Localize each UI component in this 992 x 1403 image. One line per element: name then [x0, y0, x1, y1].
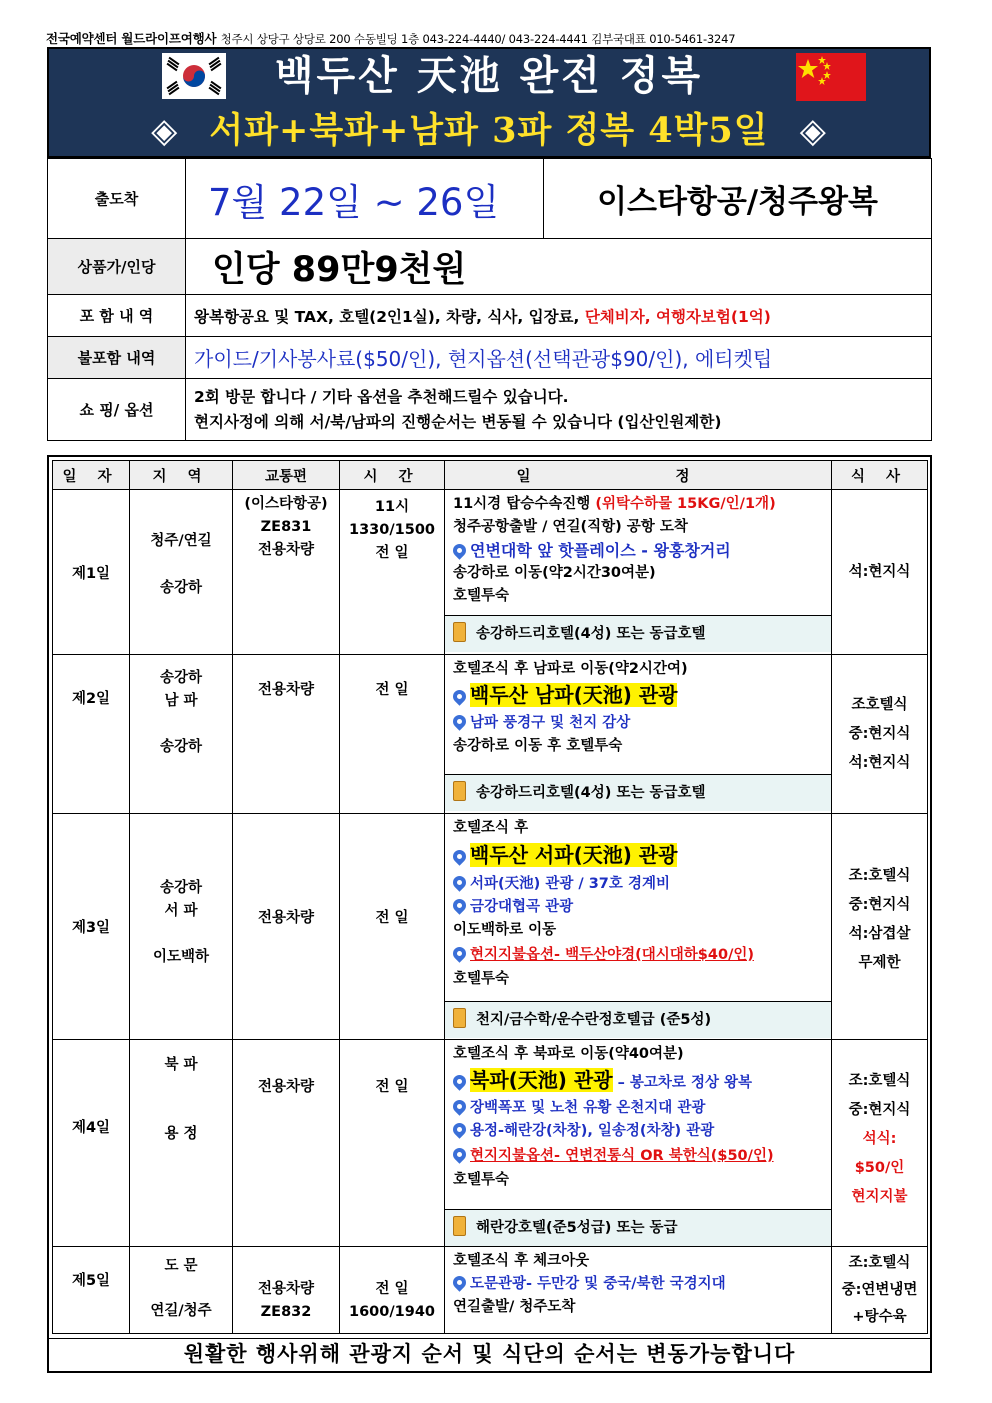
transport: [233, 1247, 340, 1334]
time-line: 전 일: [375, 682, 409, 698]
plan-line: [453, 1097, 823, 1120]
plan-line: 청주공항출발 / 연길(직항) 공항 도착: [453, 519, 688, 535]
shopping-label: 쇼 핑/ 옵션: [48, 379, 186, 441]
region-line: 청주/연길: [150, 533, 212, 549]
hotel-text: 송강하드리호텔(4성) 또는 동급호텔: [476, 785, 706, 801]
time-line: 1600/1940: [348, 1304, 435, 1320]
plan-text: 남파 풍경구 및 천지 감상: [470, 715, 631, 731]
region-line: 도 문: [164, 1258, 198, 1274]
location-pin-icon: [450, 873, 468, 891]
location-pin-icon: [450, 1097, 468, 1115]
meals: [832, 814, 928, 1040]
location-pin-icon: [450, 1120, 468, 1138]
diamond-right-icon: ◈: [799, 111, 827, 151]
dates-label: 출도착: [48, 159, 186, 239]
day-label: 제5일: [53, 1247, 130, 1334]
location-pin-icon: [450, 687, 468, 705]
region: [130, 490, 233, 655]
shopping-value: [186, 379, 932, 441]
hotel-line: [445, 774, 831, 811]
region-line: 연길/청주: [150, 1303, 212, 1319]
time-line: 전 일: [375, 1079, 409, 1095]
plan-line: [453, 712, 823, 735]
plan-highlight-text: 백두산 남파(天池) 관광: [470, 683, 678, 707]
plan-line: [453, 942, 823, 968]
meal-line: 석:현지식: [848, 563, 911, 580]
transport-line: 전용차량: [257, 1281, 315, 1297]
dates-value: [186, 159, 544, 239]
location-pin-icon: [450, 1273, 468, 1291]
china-flag-icon: [796, 53, 866, 101]
included-value: [186, 295, 932, 337]
time-line: 1330/1500: [348, 522, 435, 538]
location-pin-icon: [450, 1072, 468, 1090]
meal-line: 석:삼겹살: [848, 925, 911, 942]
plan-line: [453, 681, 823, 712]
plan-line: [453, 493, 823, 516]
location-pin-icon: [450, 944, 468, 962]
meals: [832, 1040, 928, 1247]
schedule-footer-note: 원활한 행사위해 관광지 순서 및 식단의 순서는 변동가능합니다: [49, 1338, 930, 1370]
day-label: 제2일: [53, 655, 130, 814]
plan-option-text: 현지지불옵션- 백두산야경(대시대하$40/인): [470, 947, 754, 963]
transport-line: ZE832: [260, 1304, 312, 1320]
agency-contact-line: [46, 29, 946, 49]
time-line: 11시: [374, 499, 410, 515]
plan-text: 서파(天池) 관광 / 37호 경계비: [470, 876, 670, 892]
plan-line: [453, 539, 823, 562]
transport: 전용차량: [233, 814, 340, 1040]
region-line: 송강하: [159, 739, 203, 755]
region-line: 이도백하: [152, 949, 210, 965]
page-subtitle: [49, 107, 929, 157]
agency-contact: 청주시 상당구 상당로 200 수동빌딩 1층 043-224-4440/ 043-224-4441 김부국대표 010-5461-3247: [220, 32, 736, 46]
region-line: 서 파: [164, 903, 198, 919]
meal-line: 조:호텔식: [848, 867, 911, 884]
plan-line: 호텔조식 후 체크아웃: [453, 1253, 590, 1269]
transport: [233, 1040, 340, 1247]
hotel-icon: [453, 1216, 466, 1236]
location-pin-icon: [450, 896, 468, 914]
col-header-transport: 교통편: [233, 461, 340, 490]
meal-line: 조:호텔식: [848, 1255, 911, 1271]
plan-line: 호텔조식 후: [453, 820, 529, 836]
hotel-icon: [453, 781, 466, 801]
hotel-text: 해란강호텔(준5성급) 또는 동급: [476, 1220, 678, 1236]
time: [340, 490, 445, 655]
transport-line: ZE831: [260, 519, 312, 535]
included-red-text: 단체비자, 여행자보험(1억): [584, 307, 771, 326]
shopping-line-2: 현지사정에 의해 서/북/남파의 진행순서는 변동될 수 있습니다 (입산인원제한): [194, 412, 722, 431]
price-value: 인당 89만9천원: [186, 239, 932, 295]
plan-line: [453, 896, 823, 919]
plan-line: 송강하로 이동 후 호텔투숙: [453, 738, 623, 754]
time-line: 전 일: [375, 545, 409, 561]
transport: [233, 490, 340, 655]
meal-line: 석식:: [862, 1130, 897, 1147]
col-header-plan: 일 정: [445, 461, 832, 490]
plan-text: 연변대학 앞 핫플레이스 - 왕홍창거리: [470, 541, 731, 560]
excluded-label: 불포함 내역: [48, 337, 186, 379]
schedule-table: [52, 460, 928, 1334]
time: [340, 655, 445, 814]
plan-line: 호텔투숙: [453, 588, 510, 604]
meals: [832, 490, 928, 655]
plan-line: [453, 1143, 823, 1169]
transport-line: 전용차량: [257, 1079, 315, 1095]
region: [130, 655, 233, 814]
hotel-text: 천지/금수학/운수란정호텔급 (준5성): [476, 1012, 712, 1028]
plan-line: 연길출발/ 청주도착: [453, 1299, 576, 1315]
hotel-icon: [453, 622, 466, 642]
transport-line: 전용차량: [257, 682, 315, 698]
plan-text: 도문관광- 두만강 및 중국/북한 국경지대: [470, 1276, 726, 1292]
region-line: 남 파: [164, 693, 198, 709]
meal-line: 중:현지식: [848, 725, 911, 742]
location-pin-icon: [450, 541, 468, 559]
location-pin-icon: [450, 847, 468, 865]
transport-line: 전용차량: [257, 542, 315, 558]
diamond-left-icon: ◈: [151, 111, 179, 151]
plan-line: [453, 1273, 823, 1296]
plan-line: [453, 840, 823, 873]
day-label: 제4일: [53, 1040, 130, 1247]
schedule-box: [47, 455, 932, 1373]
plan-line: 호텔조식 후 북파로 이동(약40여분): [453, 1046, 684, 1062]
plan-text: 금강대협곡 관광: [470, 899, 574, 915]
plan-highlight-text: 북파(天池) 관광: [470, 1068, 613, 1092]
hotel-text: 송강하드리호텔(4성) 또는 동급호텔: [476, 626, 706, 642]
meals: [832, 655, 928, 814]
plan: [445, 1247, 832, 1334]
location-pin-icon: [450, 712, 468, 730]
col-header-region: 지 역: [130, 461, 233, 490]
col-header-day: 일 자: [53, 461, 130, 490]
time: 전 일: [340, 814, 445, 1040]
plan-line: [453, 1120, 823, 1143]
col-header-time: 시 간: [340, 461, 445, 490]
meal-line: 현지지불: [851, 1188, 908, 1205]
price-label: 상품가/인당: [48, 239, 186, 295]
transport: [233, 655, 340, 814]
day-row: [53, 814, 928, 1040]
meal-line: 중:현지식: [848, 1101, 911, 1118]
plan-text: 용정-해란강(차창), 일송정(차창) 관광: [470, 1123, 715, 1139]
plan: [445, 655, 832, 814]
title-banner: [47, 47, 931, 158]
plan-line: 호텔조식 후 남파로 이동(약2시간여): [453, 661, 688, 677]
excluded-value: 가이드/기사봉사료($50/인), 현지옵션(선택관광$90/인), 에티켓팁: [186, 337, 932, 379]
meal-line: +탕수육: [852, 1309, 907, 1325]
meal-line: 석:현지식: [848, 754, 911, 771]
hotel-line: [445, 1209, 831, 1246]
region-line: 송강하: [159, 670, 203, 686]
plan-line: 이도백하로 이동: [453, 922, 557, 938]
meal-line: 중:현지식: [848, 896, 911, 913]
region: [130, 814, 233, 1040]
meals: [832, 1247, 928, 1334]
region-line: 북 파: [164, 1057, 198, 1073]
region-line: 송강하: [159, 580, 203, 596]
plan-line: [453, 1066, 823, 1097]
page-title: 백두산 天池 완전 정복: [274, 53, 704, 99]
included-text: 왕복항공요 및 TAX, 호텔(2인1실), 차량, 식사, 입장료,: [194, 307, 585, 326]
day-label: 제1일: [53, 490, 130, 655]
day-row: [53, 1247, 928, 1334]
time: [340, 1247, 445, 1334]
plan: [445, 814, 832, 1040]
plan-text: 장백폭포 및 노천 유황 온천지대 관광: [470, 1100, 706, 1116]
region: [130, 1247, 233, 1334]
meal-line: 무제한: [858, 954, 901, 971]
dates-text: 7월 22일 ~ 26일: [208, 180, 500, 224]
plan: [445, 1040, 832, 1247]
hotel-line: [445, 615, 831, 652]
plan-line: [453, 873, 823, 896]
hotel-icon: [453, 1008, 466, 1028]
meal-line: 조호텔식: [851, 696, 908, 713]
plan-line: 호텔투숙: [453, 1172, 510, 1188]
region-line: 송강하: [159, 880, 203, 896]
included-label: 포 함 내 역: [48, 295, 186, 337]
hotel-line: [445, 1001, 831, 1038]
region: [130, 1040, 233, 1247]
time: [340, 1040, 445, 1247]
meal-line: $50/인: [854, 1159, 905, 1176]
agency-name: 전국예약센터 월드라이프여행사: [46, 31, 217, 46]
transport-line: (이스타항공): [244, 496, 328, 512]
day-row: [53, 490, 928, 655]
meal-line: 중:연변냉면: [841, 1282, 918, 1298]
plan-text: – 봉고차로 정상 왕복: [612, 1075, 753, 1091]
region-line: 용 정: [164, 1126, 198, 1142]
airline-value: 이스타항공/청주왕복: [544, 159, 932, 239]
col-header-meals: 식 사: [832, 461, 928, 490]
time-line: 전 일: [375, 1281, 409, 1297]
shopping-line-1: 2회 방문 합니다 / 기타 옵션을 추천해드릴수 있습니다.: [194, 387, 569, 406]
plan-option-text: 현지지불옵션- 연변전통식 OR 북한식($50/인): [470, 1148, 774, 1164]
day-label: 제3일: [53, 814, 130, 1040]
info-table: [47, 158, 932, 441]
plan-line: 호텔투숙: [453, 971, 510, 987]
location-pin-icon: [450, 1145, 468, 1163]
plan-line: 송강하로 이동(약2시간30여분): [453, 565, 656, 581]
day-row: [53, 1040, 928, 1247]
plan-red-text: (위탁수하물 15KG/인/1개): [595, 496, 776, 512]
plan: [445, 490, 832, 655]
subtitle-text: 서파+북파+남파 3파 정복 4박5일: [209, 110, 769, 151]
meal-line: 조:호텔식: [848, 1072, 911, 1089]
day-row: [53, 655, 928, 814]
plan-text: 11시경 탑승수속진행: [453, 496, 596, 512]
plan-highlight-text: 백두산 서파(天池) 관광: [470, 843, 678, 867]
